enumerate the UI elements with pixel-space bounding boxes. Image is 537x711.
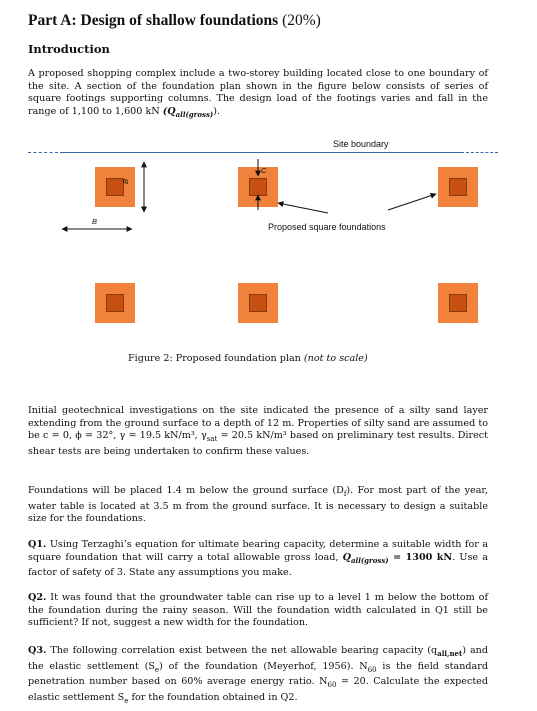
load-end: ). — [213, 105, 221, 117]
question-1-subscript: all(gross) — [351, 555, 389, 565]
question-1-symbol: Q — [342, 551, 351, 563]
question-3 — [28, 645, 488, 707]
section-title: Part A: Design of shallow foundations — [28, 12, 279, 29]
question-1-text-3: . Use a factor of safety of 3. State any assumptions you make. — [28, 551, 488, 579]
dimension-arrows — [28, 140, 498, 380]
foundation-plan-figure — [28, 140, 498, 380]
question-2-text: It was found that the groundwater table can rise up to a level 1 m below the bottom of the foundation during the rainy season. Will the foundation width calculated in Q1 still be sufficient? If not, suggest a new width for the foundation. — [28, 592, 488, 629]
column-label: C — [261, 166, 267, 175]
load-subscript: all(gross) — [175, 109, 214, 119]
question-3-text-6: for the foundation obtained in Q2. — [128, 691, 298, 703]
question-2 — [28, 592, 488, 630]
width-label: B — [92, 217, 98, 226]
depth-text-1: Foundations will be placed 1.4 m below the ground surface (D — [28, 485, 344, 496]
question-3-text-2: ) and the elastic settlement (S — [28, 645, 488, 672]
figure-caption — [128, 353, 368, 364]
caption-main: Figure 2: Proposed foundation plan — [128, 353, 304, 364]
introduction-text: A proposed shopping complex include a two-storey building located close to one boundary of the site. A section of the foundation plan shown in the figure below consists of series of square footings supporting columns. The design load of the footings varies and fall in the range of 1,100 to 1,600 kN — [28, 68, 488, 117]
caption-note: (not to scale) — [303, 353, 368, 364]
question-3-sub-4: 60 — [327, 680, 337, 689]
question-1-label: Q1. — [28, 539, 47, 550]
foundation-pointer-right — [388, 194, 436, 210]
site-boundary-label: Site boundary — [333, 139, 389, 149]
question-1 — [28, 539, 488, 580]
question-3-text-1: The following correlation exist between the net allowable bearing capacity (q — [46, 645, 438, 656]
question-1-load: = 1300 kN — [388, 551, 453, 563]
geotech-paragraph — [28, 405, 488, 458]
question-1-text-1: Using Terzaghi’s equation for ultimate bearing capacity, determine a suitable width for a square foundation that will carry a total allowable gross load, — [28, 539, 488, 563]
question-3-text-4: is the field standard penetration number based on 60% average energy ratio. N — [28, 660, 488, 687]
introduction-paragraph — [28, 68, 488, 121]
question-3-sub-2: e — [154, 665, 160, 674]
question-3-text-3: ) of the foundation (Meyerhof, 1956). N — [159, 660, 368, 672]
foundations-label: Proposed square foundations — [268, 222, 386, 232]
geotech-text-1: Initial geotechnical investigations on the site indicated the presence of a silty sand layer extending from the ground surface to a depth of 12 m. Properties of silty sand are assumed to be c = 0, ϕ = 32°, γ = 19.5 kN/m³, γ — [28, 405, 488, 442]
question-2-label: Q2. — [28, 592, 47, 603]
question-3-label: Q3. — [28, 645, 47, 656]
question-3-sub-5: e — [124, 696, 129, 705]
load-symbol: (Q — [162, 105, 176, 117]
section-percent: (20%) — [282, 12, 321, 29]
introduction-heading: Introduction — [28, 42, 110, 56]
height-label: B — [121, 178, 131, 185]
foundation-pointer-left — [278, 203, 328, 213]
section-heading — [28, 12, 321, 30]
depth-subscript: f — [343, 489, 347, 498]
depth-text-2: ). For most part of the year, water table is located at 3.5 m from the ground surface. It is necessary to design a suitable size for the foundations. — [28, 485, 488, 525]
foundation-depth-paragraph — [28, 485, 488, 526]
gamma-sat-subscript: sat — [206, 435, 218, 444]
question-3-sub-3: 60 — [367, 665, 377, 674]
question-3-sub-1: all,net — [437, 648, 463, 658]
question-3-text-5: = 20. Calculate the expected elastic settlement S — [28, 676, 488, 703]
geotech-text-2: = 20.5 kN/m³ based on preliminary test results. Direct shear tests are being undertaken to confirm these values. — [28, 430, 488, 457]
